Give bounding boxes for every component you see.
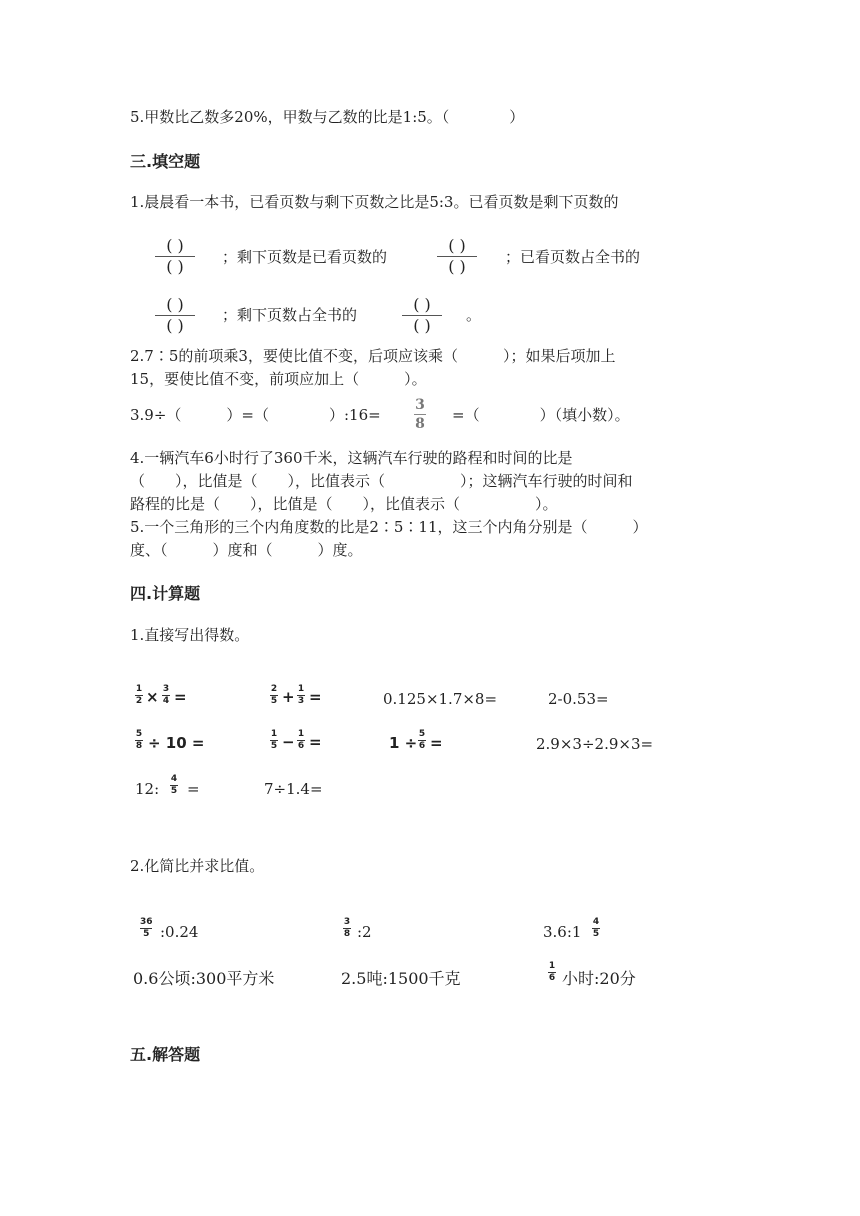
- fraction: 2 5: [270, 684, 278, 706]
- section-4-title: 四.计算题: [130, 584, 201, 603]
- calc-expression-8: 2.9×3÷2.9×3=: [536, 735, 654, 753]
- multiply-sign: ×: [146, 688, 159, 706]
- one-divide: 1 ÷: [389, 734, 418, 752]
- fraction: 1 5: [270, 729, 278, 751]
- fraction: 5 6: [418, 729, 426, 751]
- plus-sign: +: [282, 688, 295, 706]
- calc-expression-3: 0.125×1.7×8=: [383, 690, 498, 708]
- fill-question-3-part1: 3.9÷（ ）=（ ）:16=: [130, 406, 381, 424]
- divide-ten: ÷ 10 =: [148, 734, 205, 752]
- fill-q1-part3: ；剩下页数占全书的: [222, 306, 358, 324]
- fraction-three-eighths: 3 8: [415, 397, 425, 432]
- ratio-6-rest: 小时:20分: [562, 969, 636, 988]
- fraction: 5 8: [135, 729, 143, 751]
- fraction: 1 3: [297, 684, 305, 706]
- equals-sign: =: [309, 733, 322, 751]
- fill-question-2-line1: 2.7∶5的前项乘3，要使比值不变，后项应该乘（ ）；如果后项加上: [130, 347, 616, 365]
- fraction: 1 6: [297, 729, 305, 751]
- equals-sign: =: [174, 688, 187, 706]
- ratio-3-prefix: 3.6:1: [543, 923, 582, 941]
- fill-question-2-line2: 15，要使比值不变，前项应加上（ ）。: [130, 370, 427, 388]
- ratio-4: 0.6公顷:300平方米: [133, 969, 275, 988]
- fraction: 1 2: [135, 684, 143, 706]
- section-5-title: 五.解答题: [130, 1045, 201, 1064]
- calc-expression-10: 7÷1.4=: [264, 780, 323, 798]
- fill-question-4-line1: 4.一辆汽车6小时行了360千米，这辆汽车行驶的路程和时间的比是: [130, 449, 573, 467]
- answer-fraction-blank: ( ) ( ): [155, 238, 195, 275]
- equals-sign: =: [430, 734, 443, 752]
- answer-fraction-blank: ( ) ( ): [437, 238, 477, 275]
- judge-question-5: 5.甲数比乙数多20%，甲数与乙数的比是1:5。（ ）: [130, 108, 525, 126]
- minus-sign: −: [282, 733, 295, 751]
- section-3-title: 三.填空题: [130, 152, 201, 171]
- fill-question-5-line2: 度、（ ）度和（ ）度。: [130, 541, 363, 559]
- fill-q1-part2: ；已看页数占全书的: [505, 248, 641, 266]
- fraction: 3 8: [343, 917, 351, 939]
- fill-question-3-part2: =（ ）（填小数）。: [452, 406, 630, 424]
- fill-question-4-line3: 路程的比是（ ），比值是（ ），比值表示（ ）。: [130, 495, 558, 513]
- fill-question-4-line2: （ ），比值是（ ），比值表示（ ）；这辆汽车行驶的时间和: [130, 472, 633, 490]
- fill-q1-part1: ；剩下页数是已看页数的: [222, 248, 388, 266]
- fraction: 36 5: [140, 917, 153, 939]
- fraction: 4 5: [170, 774, 178, 796]
- calc-question-1-title: 1.直接写出得数。: [130, 626, 250, 644]
- equals-sign: =: [309, 688, 322, 706]
- fill-question-1: 1.晨晨看一本书，已看页数与剩下页数之比是5:3。已看页数是剩下页数的: [130, 193, 619, 211]
- ratio-1-rest: :0.24: [160, 923, 199, 941]
- answer-fraction-blank: ( ) ( ): [155, 297, 195, 334]
- fill-question-5-line1: 5.一个三角形的三个内角度数的比是2∶5∶11，这三个内角分别是（ ）: [130, 518, 648, 536]
- ratio-2-rest: :2: [357, 923, 372, 941]
- fill-q1-end: 。: [466, 306, 482, 324]
- answer-fraction-blank: ( ) ( ): [402, 297, 442, 334]
- ratio-5: 2.5吨:1500千克: [341, 969, 461, 988]
- equals-sign: =: [187, 780, 200, 798]
- fraction: 3 4: [162, 684, 170, 706]
- calc-expression-4: 2-0.53=: [548, 690, 609, 708]
- calc-expression-9-prefix: 12:: [135, 780, 160, 798]
- calc-question-2-title: 2.化简比并求比值。: [130, 857, 265, 875]
- fraction: 4 5: [592, 917, 600, 939]
- fraction: 1 6: [548, 961, 556, 983]
